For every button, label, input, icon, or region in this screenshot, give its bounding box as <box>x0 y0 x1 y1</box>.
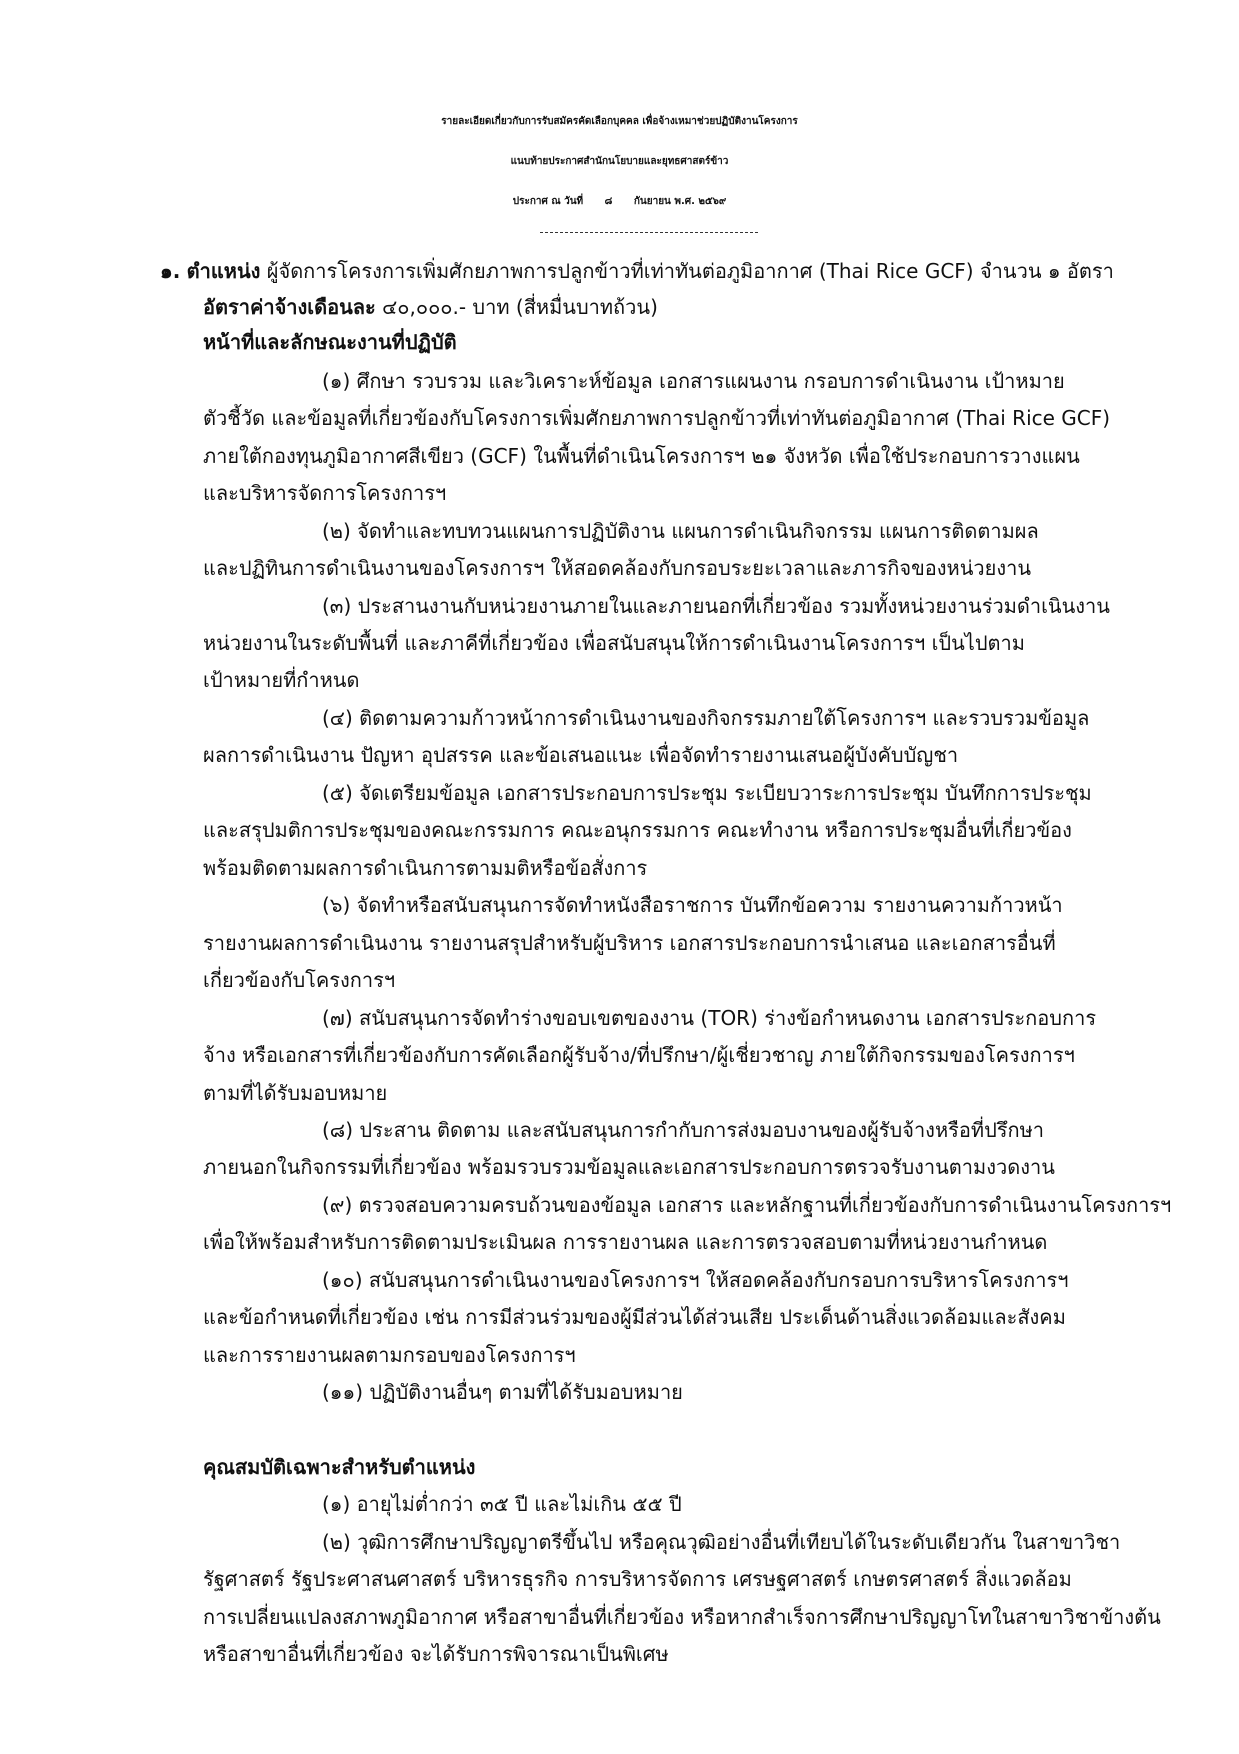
qualification-2-line-2: รัฐศาสตร์ รัฐประศาสนศาสตร์ บริหารธุรกิจ การบริหารจัดการ เศรษฐศาสตร์ เกษตรศาสตร์ สิ่งแวดล้อม <box>203 1567 1072 1591</box>
duty-3-line-2: หน่วยงานในระดับพื้นที่ และภาคีที่เกี่ยวข้อง เพื่อสนับสนุนให้การดำเนินงานโครงการฯ เป็นไปตาม <box>203 631 1025 655</box>
duty-8-line-1: (๘) ประสาน ติดตาม และสนับสนุนการกำกับการส่งมอบงานของผู้รับจ้างหรือที่ปรึกษา <box>322 1118 1045 1142</box>
duty-1-line-2: ตัวชี้วัด และข้อมูลที่เกี่ยวข้องกับโครงการเพิ่มศักยภาพการปลูกข้าวที่เท่าทันต่อภูมิอากาศ (Thai Rice GCF) <box>203 406 1111 430</box>
duty-9-line-2: เพื่อให้พร้อมสำหรับการติดตามประเมินผล การรายงานผล และการตรวจสอบตามที่หน่วยงานกำหนด <box>203 1230 1048 1254</box>
duty-10-line-3: และการรายงานผลตามกรอบของโครงการฯ <box>203 1343 576 1367</box>
duty-4-line-2: ผลการดำเนินงาน ปัญหา อุปสรรค และข้อเสนอแนะ เพื่อจัดทำรายงานเสนอผู้บังคับบัญชา <box>203 743 959 767</box>
duty-2-line-1: (๒) จัดทำและทบทวนแผนการปฏิบัติงาน แผนการดำเนินกิจกรรม แผนการติดตามผล <box>322 519 1039 543</box>
duty-7-line-3: ตามที่ได้รับมอบหมาย <box>203 1081 388 1105</box>
qualification-2-line-1: (๒) วุฒิการศึกษาปริญญาตรีขึ้นไป หรือคุณวุฒิอย่างอื่นที่เทียบได้ในระดับเดียวกัน ในสาขาวิชา <box>322 1530 1121 1554</box>
duty-2-line-2: และปฏิทินการดำเนินงานของโครงการฯ ให้สอดคล้องกับกรอบระยะเวลาและภารกิจของหน่วยงาน <box>203 556 1031 580</box>
duty-10-line-2: และข้อกำหนดที่เกี่ยวข้อง เช่น การมีส่วนร่วมของผู้มีส่วนได้ส่วนเสีย ประเด็นด้านสิ่งแวดล้อมและสังคม <box>203 1305 1066 1329</box>
date-day: ๘ <box>604 196 613 207</box>
doc-date-line <box>0 184 1239 220</box>
duty-3-line-1: (๓) ประสานงานกับหน่วยงานภายในและภายนอกที่เกี่ยวข้อง รวมทั้งหน่วยงานร่วมดำเนินงาน <box>322 594 1110 618</box>
duty-4-line-1: (๔) ติดตามความก้าวหน้าการดำเนินงานของกิจกรรมภายใต้โครงการฯ และรวบรวมข้อมูล <box>322 706 1090 730</box>
duty-5-line-1: (๕) จัดเตรียมข้อมูล เอกสารประกอบการประชุม ระเบียบวาระการประชุม บันทึกการประชุม <box>322 781 1092 805</box>
duty-8-line-2: ภายนอกในกิจกรรมที่เกี่ยวข้อง พร้อมรวบรวมข้อมูลและเอกสารประกอบการตรวจรับงานตามงวดงาน <box>203 1155 1055 1179</box>
date-rest: กันยายน พ.ศ. ๒๕๖๙ <box>633 196 727 207</box>
duty-3-line-3: เป้าหมายที่กำหนด <box>203 668 360 692</box>
duty-7-line-1: (๗) สนับสนุนการจัดทำร่างขอบเขตของงาน (TOR) ร่างข้อกำหนดงาน เอกสารประกอบการ <box>322 1006 1097 1030</box>
salary-label: อัตราค่าจ้างเดือนละ <box>203 295 376 319</box>
salary-line <box>203 292 658 322</box>
duty-5-line-2: และสรุปมติการประชุมของคณะกรรมการ คณะอนุกรรมการ คณะทำงาน หรือการประชุมอื่นที่เกี่ยวข้อง <box>203 818 1072 842</box>
duty-10-line-1: (๑๐) สนับสนุนการดำเนินงานของโครงการฯ ให้สอดคล้องกับกรอบการบริหารโครงการฯ <box>322 1268 1069 1292</box>
duty-5-line-3: พร้อมติดตามผลการดำเนินการตามมติหรือข้อสั่งการ <box>203 856 648 880</box>
duty-1-line-1: (๑) ศึกษา รวบรวม และวิเคราะห์ข้อมูล เอกสารแผนงาน กรอบการดำเนินงาน เป้าหมาย <box>322 369 1065 393</box>
duty-6-line-3: เกี่ยวข้องกับโครงการฯ <box>203 968 396 992</box>
position-text: ผู้จัดการโครงการเพิ่มศักยภาพการปลูกข้าวที่เท่าทันต่อภูมิอากาศ (Thai Rice GCF) จำนวน ๑ อัตรา <box>266 259 1114 283</box>
qualification-2-line-4: หรือสาขาอื่นที่เกี่ยวข้อง จะได้รับการพิจารณาเป็นพิเศษ <box>203 1642 669 1666</box>
qualification-1-line-1: (๑) อายุไม่ต่ำกว่า ๓๕ ปี และไม่เกิน ๕๕ ปี <box>322 1492 682 1516</box>
salary-text: ๔๐,๐๐๐.- บาท (สี่หมื่นบาทถ้วน) <box>382 295 658 319</box>
position-label: ตำแหน่ง <box>186 259 261 283</box>
duty-7-line-2: จ้าง หรือเอกสารที่เกี่ยวข้องกับการคัดเลือกผู้รับจ้าง/ที่ปรึกษา/ผู้เชี่ยวชาญ ภายใต้กิจกรรมของโครงการฯ <box>203 1043 1075 1067</box>
position-number: ๑. <box>160 259 181 283</box>
date-prefix: ประกาศ ณ วันที่ <box>512 196 584 207</box>
position-line <box>160 256 1114 286</box>
duty-1-line-4: และบริหารจัดการโครงการฯ <box>203 481 447 505</box>
duty-11-line-1: (๑๑) ปฏิบัติงานอื่นๆ ตามที่ได้รับมอบหมาย <box>322 1380 683 1404</box>
duty-9-line-1: (๙) ตรวจสอบความครบถ้วนของข้อมูล เอกสาร และหลักฐานที่เกี่ยวข้องกับการดำเนินงานโครงการฯ <box>322 1193 1172 1217</box>
duty-6-line-1: (๖) จัดทำหรือสนับสนุนการจัดทำหนังสือราชการ บันทึกข้อความ รายงานความก้าวหน้า <box>322 893 1063 917</box>
doc-title-line-1: รายละเอียดเกี่ยวกับการรับสมัครคัดเลือกบุคคล เพื่อจ้างเหมาช่วยปฏิบัติงานโครงการ <box>441 116 798 127</box>
duty-6-line-2: รายงานผลการดำเนินงาน รายงานสรุปสำหรับผู้บริหาร เอกสารประกอบการนำเสนอ และเอกสารอื่นที่ <box>203 931 1056 955</box>
qualification-2-line-3: การเปลี่ยนแปลงสภาพภูมิอากาศ หรือสาขาอื่นที่เกี่ยวข้อง หรือหากสำเร็จการศึกษาปริญญาโทในสาขาวิชาข้างต้น <box>203 1605 1161 1629</box>
doc-title-line-2: แนบท้ายประกาศสำนักนโยบายและยุทธศาสตร์ข้าว <box>510 156 729 167</box>
duty-1-line-3: ภายใต้กองทุนภูมิอากาศสีเขียว (GCF) ในพื้นที่ดำเนินโครงการฯ ๒๑ จังหวัด เพื่อใช้ประกอบการวางแผน <box>203 444 1080 468</box>
duties-heading: หน้าที่และลักษณะงานที่ปฏิบัติ <box>203 330 457 354</box>
dashed-divider <box>540 232 758 233</box>
qualifications-heading: คุณสมบัติเฉพาะสำหรับตำแหน่ง <box>203 1455 476 1479</box>
